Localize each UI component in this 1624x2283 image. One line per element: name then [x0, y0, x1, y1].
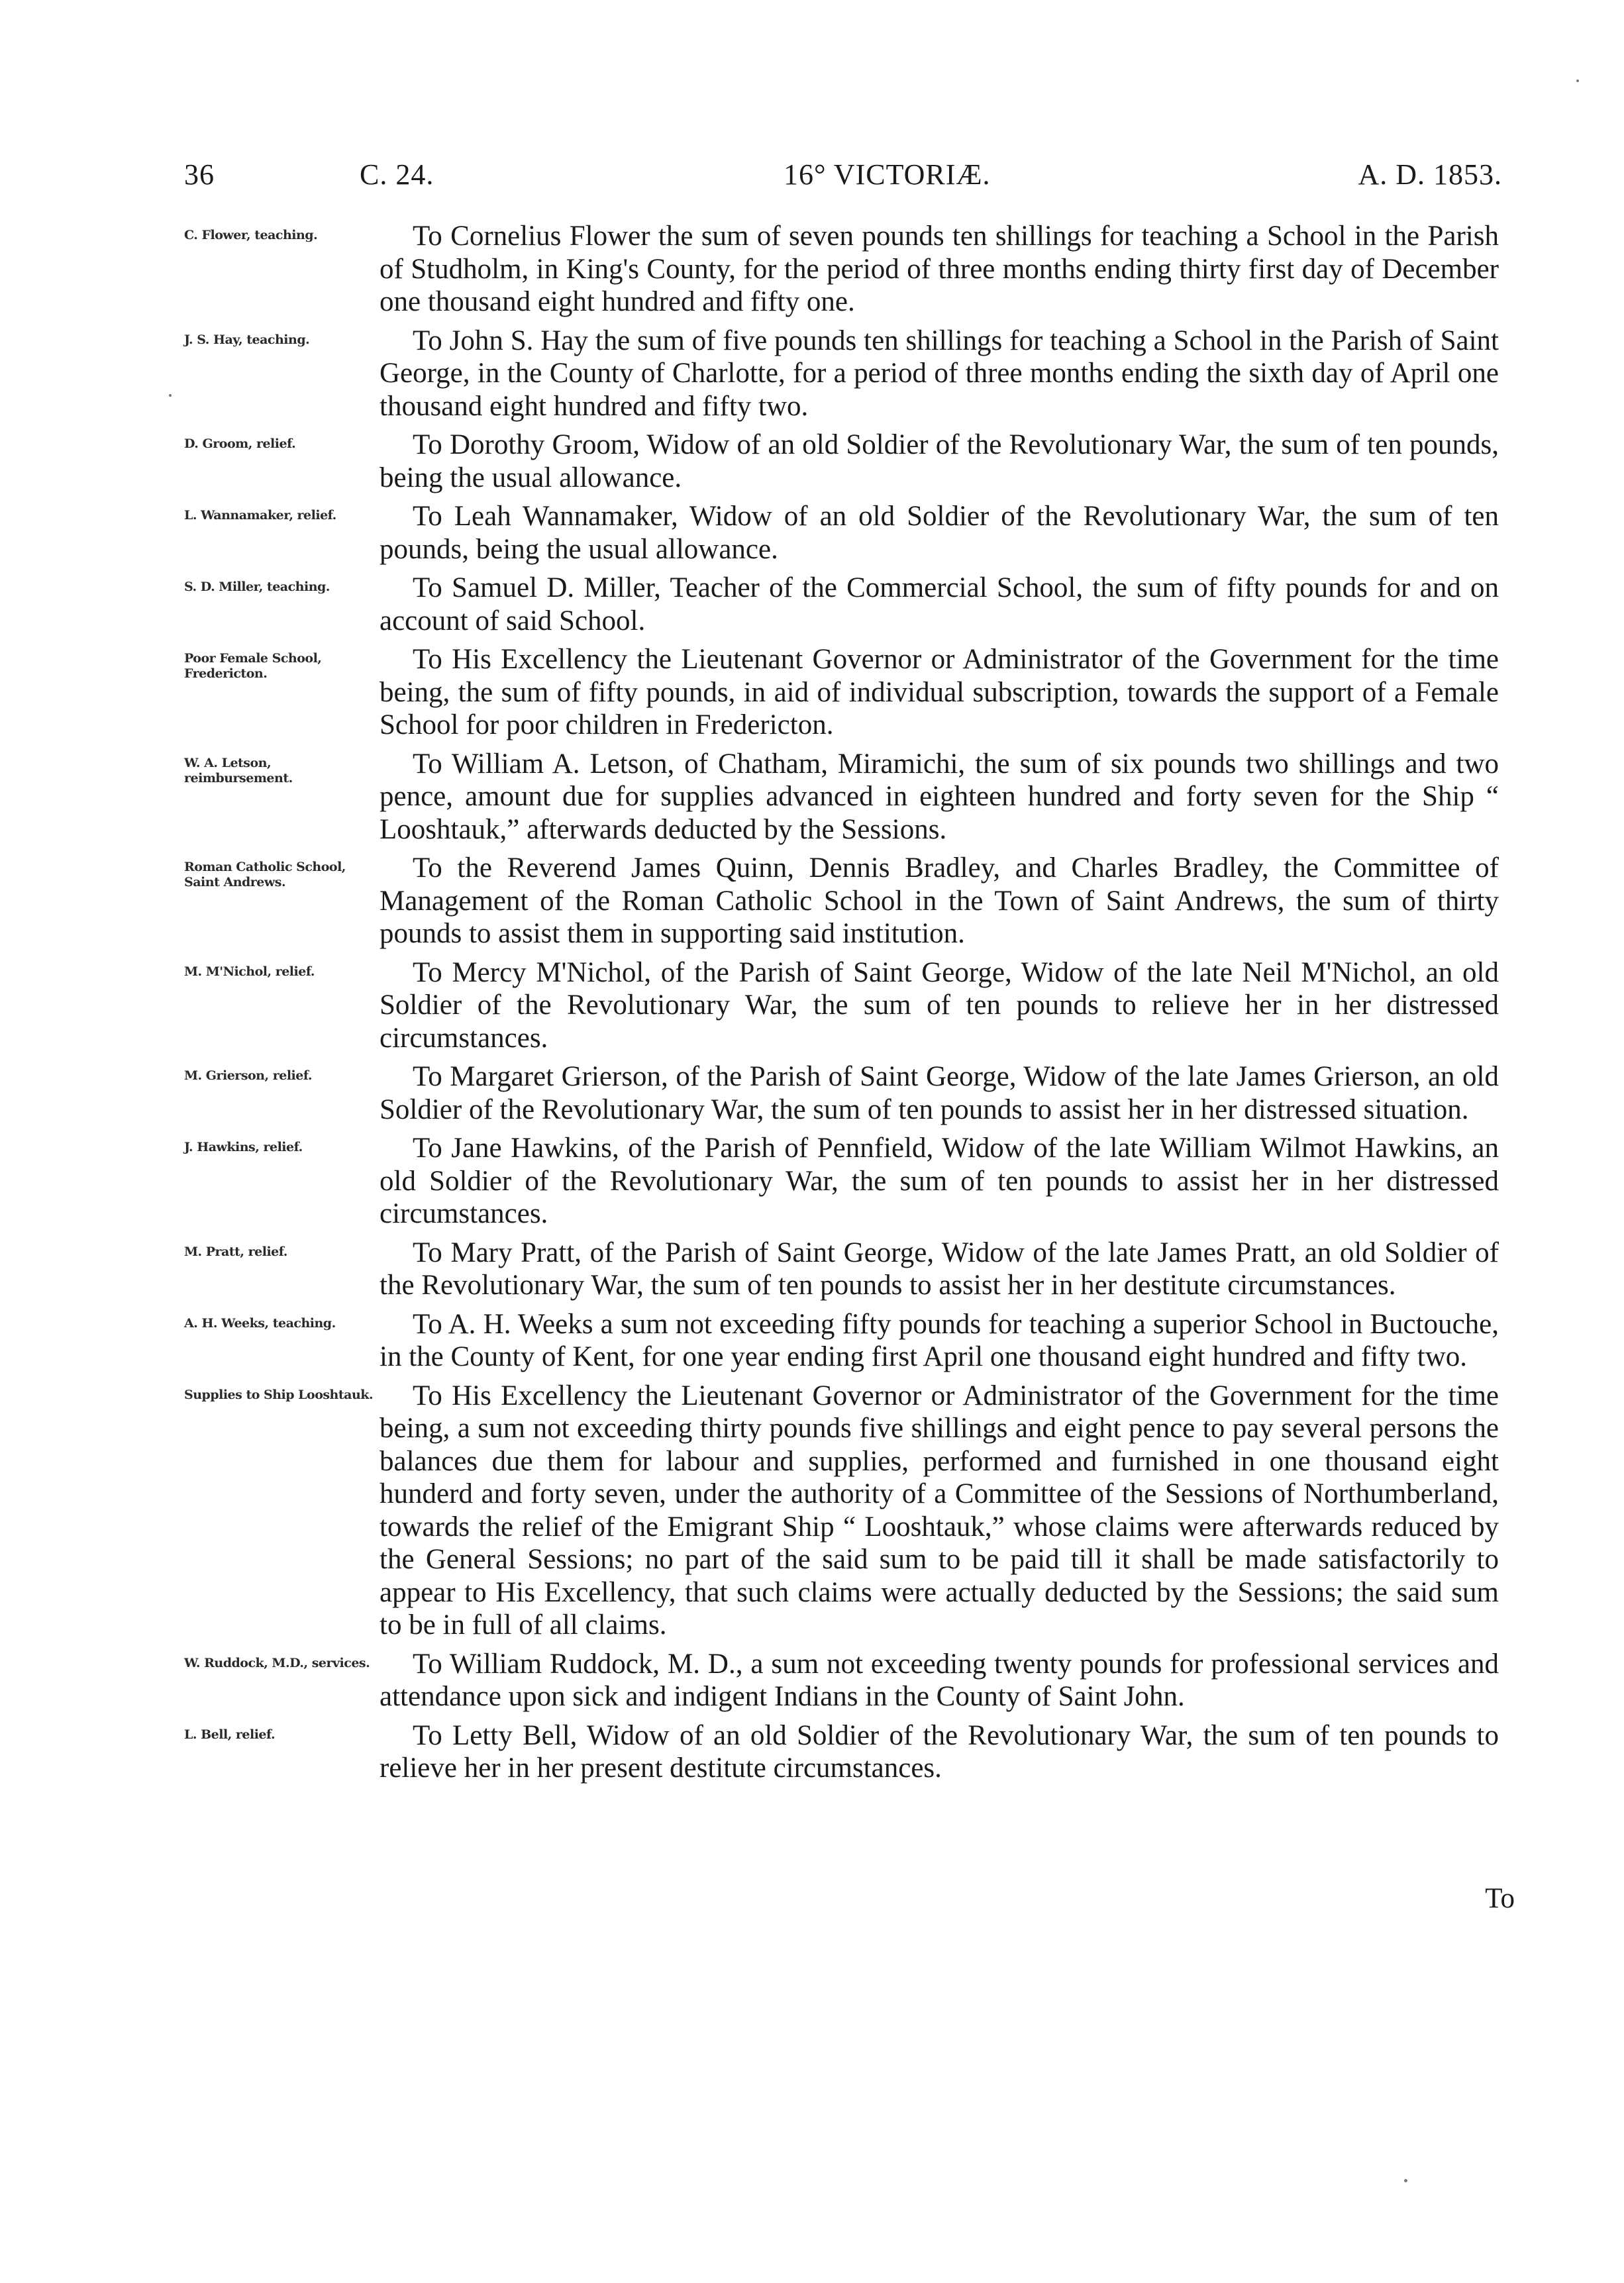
margin-note: J. S. Hay, teaching. — [184, 332, 310, 347]
margin-note: Supplies to Ship Looshtauk. — [184, 1387, 374, 1402]
entry — [184, 852, 1509, 950]
entry-text: To Leah Wannamaker, Widow of an old Soldier of the Revolutionary War, the sum of ten pounds, being the usual allowance. — [380, 501, 1499, 565]
entry — [184, 1132, 1509, 1231]
entry — [184, 572, 1509, 637]
entry — [184, 1060, 1509, 1126]
margin-note: Roman Catholic School, Saint Andrews. — [184, 860, 346, 889]
page-title: 16° VICTORIÆ. — [784, 158, 991, 191]
entry — [184, 1648, 1509, 1713]
entries-list — [184, 220, 1509, 1785]
entry — [184, 220, 1509, 319]
entry — [184, 748, 1509, 846]
entry-text: To His Excellency the Lieutenant Governor or Administrator of the Government for the time being, the sum of fifty pounds, in aid of individual subscription, towards the support of a Female School for poor children in Fredericton. — [380, 644, 1499, 740]
entry — [184, 500, 1509, 566]
margin-note: M. M'Nichol, relief. — [184, 964, 315, 979]
entry-text: To William Ruddock, M. D., a sum not exceeding twenty pounds for professional services and attendance upon sick and indigent Indians in the County of Saint John. — [380, 1648, 1499, 1712]
scan-speck — [1404, 2179, 1407, 2182]
margin-note: M. Pratt, relief. — [184, 1244, 287, 1259]
year-label: A. D. 1853. — [1358, 158, 1502, 191]
margin-note: Poor Female School, Fredericton. — [184, 651, 322, 681]
entry — [184, 325, 1509, 423]
entry-text: To Jane Hawkins, of the Parish of Pennfield, Widow of the late William Wilmot Hawkins, an old Soldier of the Revolutionary War, the sum of ten pounds to assist her in her distressed circumstances. — [380, 1133, 1499, 1229]
margin-note: W. Ruddock, M.D., services. — [184, 1655, 370, 1670]
entry-text: To William A. Letson, of Chatham, Miramichi, the sum of six pounds two shillings and two pence, amount due for supplies advanced in eighteen hundred and forty seven for the Ship “ Looshtauk,” afterwards deducted by the Sessions. — [380, 748, 1499, 845]
entry-text: To His Excellency the Lieutenant Governor or Administrator of the Government for the time being, a sum not exceeding thirty pounds five shillings and eight pence to pay several persons the balances due them for labour and supplies, performed and furnished in one thousand eight hunderd and forty seven, under the authority of a Committee of the Sessions of Northumberland, towards the relief of the Emigrant Ship “ Looshtauk,” whose claims were afterwards reduced by the General Sessions; no part of the said sum to be paid till it shall be made satisfactorily to appear to His Excellency, that such claims were actually deducted by the Sessions; the said sum to be in full of all claims. — [380, 1380, 1499, 1641]
page-header — [184, 158, 1502, 204]
entry — [184, 1380, 1509, 1642]
margin-note: A. H. Weeks, teaching. — [184, 1315, 336, 1331]
entry-text: To the Reverend James Quinn, Dennis Bradley, and Charles Bradley, the Committee of Management of the Roman Catholic School in the Town of Saint Andrews, the sum of thirty pounds to assist them in supporting said institution. — [380, 852, 1499, 949]
entry-text: To John S. Hay the sum of five pounds ten shillings for teaching a School in the Parish of Saint George, in the County of Charlotte, for a period of three months ending the sixth day of April one thousand eight hundred and fifty two. — [380, 325, 1499, 422]
margin-note: L. Bell, relief. — [184, 1727, 276, 1742]
entry — [184, 1237, 1509, 1302]
entry — [184, 1719, 1509, 1785]
entry-text: To Cornelius Flower the sum of seven pounds ten shillings for teaching a School in the Parish of Studholm, in King's County, for the period of three months ending thirty first day of December one thousand eight hundred and fifty one. — [380, 221, 1499, 317]
margin-note: J. Hawkins, relief. — [184, 1140, 303, 1154]
margin-note: L. Wannamaker, relief. — [184, 508, 336, 523]
entry — [184, 1308, 1509, 1374]
scan-speck — [169, 394, 172, 397]
margin-note: D. Groom, relief. — [184, 436, 296, 451]
entry-text: To Dorothy Groom, Widow of an old Soldier of the Revolutionary War, the sum of ten pounds, being the usual allowance. — [380, 429, 1499, 493]
entry-text: To Margaret Grierson, of the Parish of Saint George, Widow of the late James Grierson, an old Soldier of the Revolutionary War, the sum of ten pounds to assist her in her distressed situation. — [380, 1061, 1499, 1125]
margin-note: C. Flower, teaching. — [184, 228, 318, 242]
entry — [184, 956, 1509, 1055]
catchword: To — [1485, 1883, 1515, 1914]
margin-note: W. A. Letson, reimbursement. — [184, 755, 293, 786]
chapter-label: C. 24. — [360, 158, 434, 191]
margin-note: S. D. Miller, teaching. — [184, 580, 330, 594]
page-number: 36 — [184, 158, 215, 191]
entry-text: To Samuel D. Miller, Teacher of the Commercial School, the sum of fifty pounds for and on account of said School. — [380, 572, 1499, 636]
entry-text: To Mercy M'Nichol, of the Parish of Saint George, Widow of the late Neil M'Nichol, an old Soldier of the Revolutionary War, the sum of ten pounds to relieve her in her distressed circumstances. — [380, 956, 1499, 1054]
margin-note: M. Grierson, relief. — [184, 1068, 312, 1083]
entry-text: To Mary Pratt, of the Parish of Saint George, Widow of the late James Pratt, an old Soldier of the Revolutionary War, the sum of ten pounds to assist her in her destitute circumstances. — [380, 1237, 1499, 1301]
entry-text: To A. H. Weeks a sum not exceeding fifty pounds for teaching a superior School in Buctouche, in the County of Kent, for one year ending first April one thousand eight hundred and fifty two. — [380, 1308, 1499, 1372]
entry-text: To Letty Bell, Widow of an old Soldier of the Revolutionary War, the sum of ten pounds to relieve her in her present destitute circumstances. — [380, 1719, 1499, 1784]
scan-speck — [1576, 79, 1579, 82]
entry — [184, 643, 1509, 742]
entry — [184, 429, 1509, 494]
